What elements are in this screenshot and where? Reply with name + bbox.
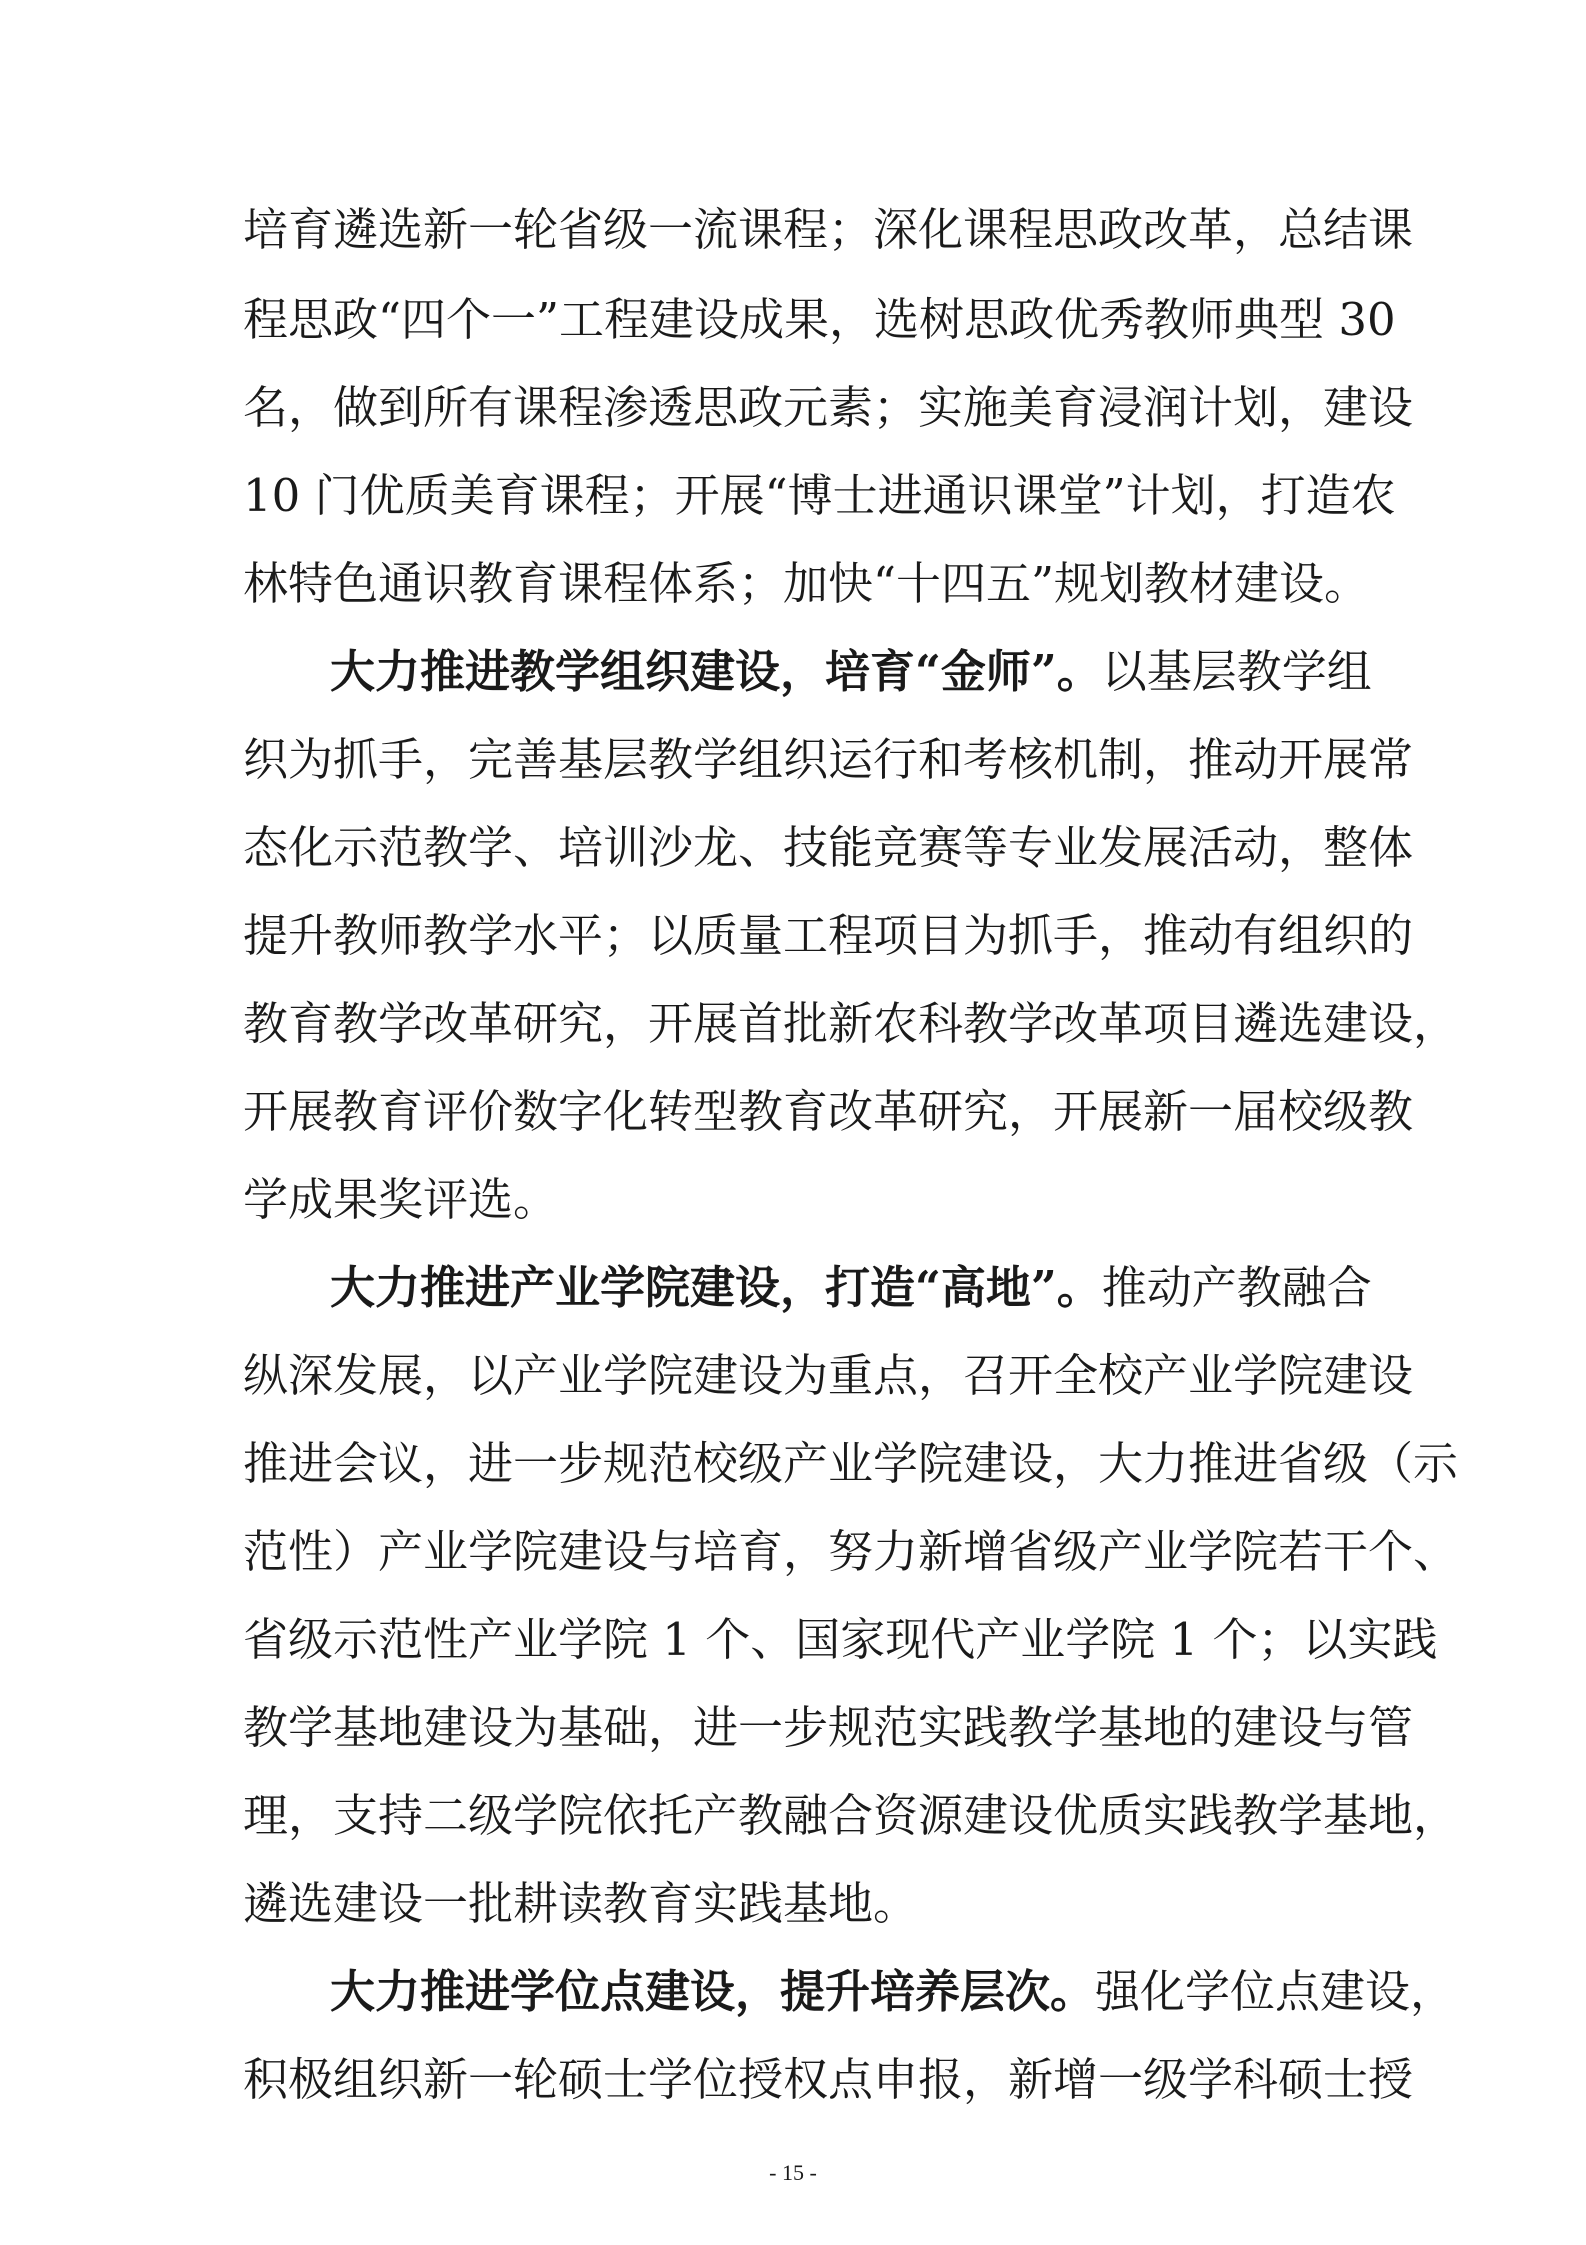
paragraph-heading: 大力推进产业学院建设，打造“高地”。 <box>330 1261 1102 1314</box>
body-text-line: 教育教学改革研究，开展首批新农科教学改革项目遴选建设， <box>243 997 1459 1050</box>
paragraph-heading: 大力推进教学组织建设，培育“金师”。 <box>330 645 1102 698</box>
body-text-line: 遴选建设一批耕读教育实践基地。 <box>243 1877 919 1930</box>
body-text-line: 名，做到所有课程渗透思政元素；实施美育浸润计划，建设 <box>243 381 1414 434</box>
body-text-line: 10 门优质美育课程；开展“博士进通识课堂”计划，打造农 <box>243 469 1396 522</box>
paragraph-first-line <box>330 1962 1455 2022</box>
body-text-line: 理，支持二级学院依托产教融合资源建设优质实践教学基地， <box>243 1789 1459 1842</box>
body-text-line: 程思政“四个一”工程建设成果，选树思政优秀教师典型 30 <box>243 293 1396 346</box>
paragraph-heading: 大力推进学位点建设，提升培养层次。 <box>330 1965 1096 2018</box>
body-text-line: 提升教师教学水平；以质量工程项目为抓手，推动有组织的 <box>243 909 1414 962</box>
body-text-line: 态化示范教学、培训沙龙、技能竞赛等专业发展活动，整体 <box>243 821 1414 874</box>
body-text-line: 省级示范性产业学院 1 个、国家现代产业学院 1 个；以实践 <box>243 1613 1438 1666</box>
body-text: 以基层教学组 <box>1101 645 1372 698</box>
body-text: 推动产教融合 <box>1101 1261 1372 1314</box>
body-text-line: 教学基地建设为基础，进一步规范实践教学基地的建设与管 <box>243 1701 1414 1754</box>
body-text-line: 积极组织新一轮硕士学位授权点申报，新增一级学科硕士授 <box>243 2053 1414 2106</box>
body-text-line: 开展教育评价数字化转型教育改革研究，开展新一届校级教 <box>243 1085 1414 1138</box>
paragraph-first-line <box>330 642 1372 702</box>
paragraph-first-line <box>330 1258 1372 1318</box>
body-text: 强化学位点建设， <box>1095 1965 1456 2018</box>
body-text-line: 织为抓手，完善基层教学组织运行和考核机制，推动开展常 <box>243 733 1414 786</box>
body-text-line: 推进会议，进一步规范校级产业学院建设，大力推进省级（示 <box>243 1437 1459 1490</box>
body-text-line: 林特色通识教育课程体系；加快“十四五”规划教材建设。 <box>243 557 1370 610</box>
body-text-line: 纵深发展，以产业学院建设为重点，召开全校产业学院建设 <box>243 1349 1414 1402</box>
body-text-line: 范性）产业学院建设与培育，努力新增省级产业学院若干个、 <box>243 1525 1459 1578</box>
body-text-line: 学成果奖评选。 <box>243 1173 559 1226</box>
page-number: - 15 - <box>769 2160 817 2185</box>
body-text-line: 培育遴选新一轮省级一流课程；深化课程思政改革，总结课 <box>243 203 1414 256</box>
